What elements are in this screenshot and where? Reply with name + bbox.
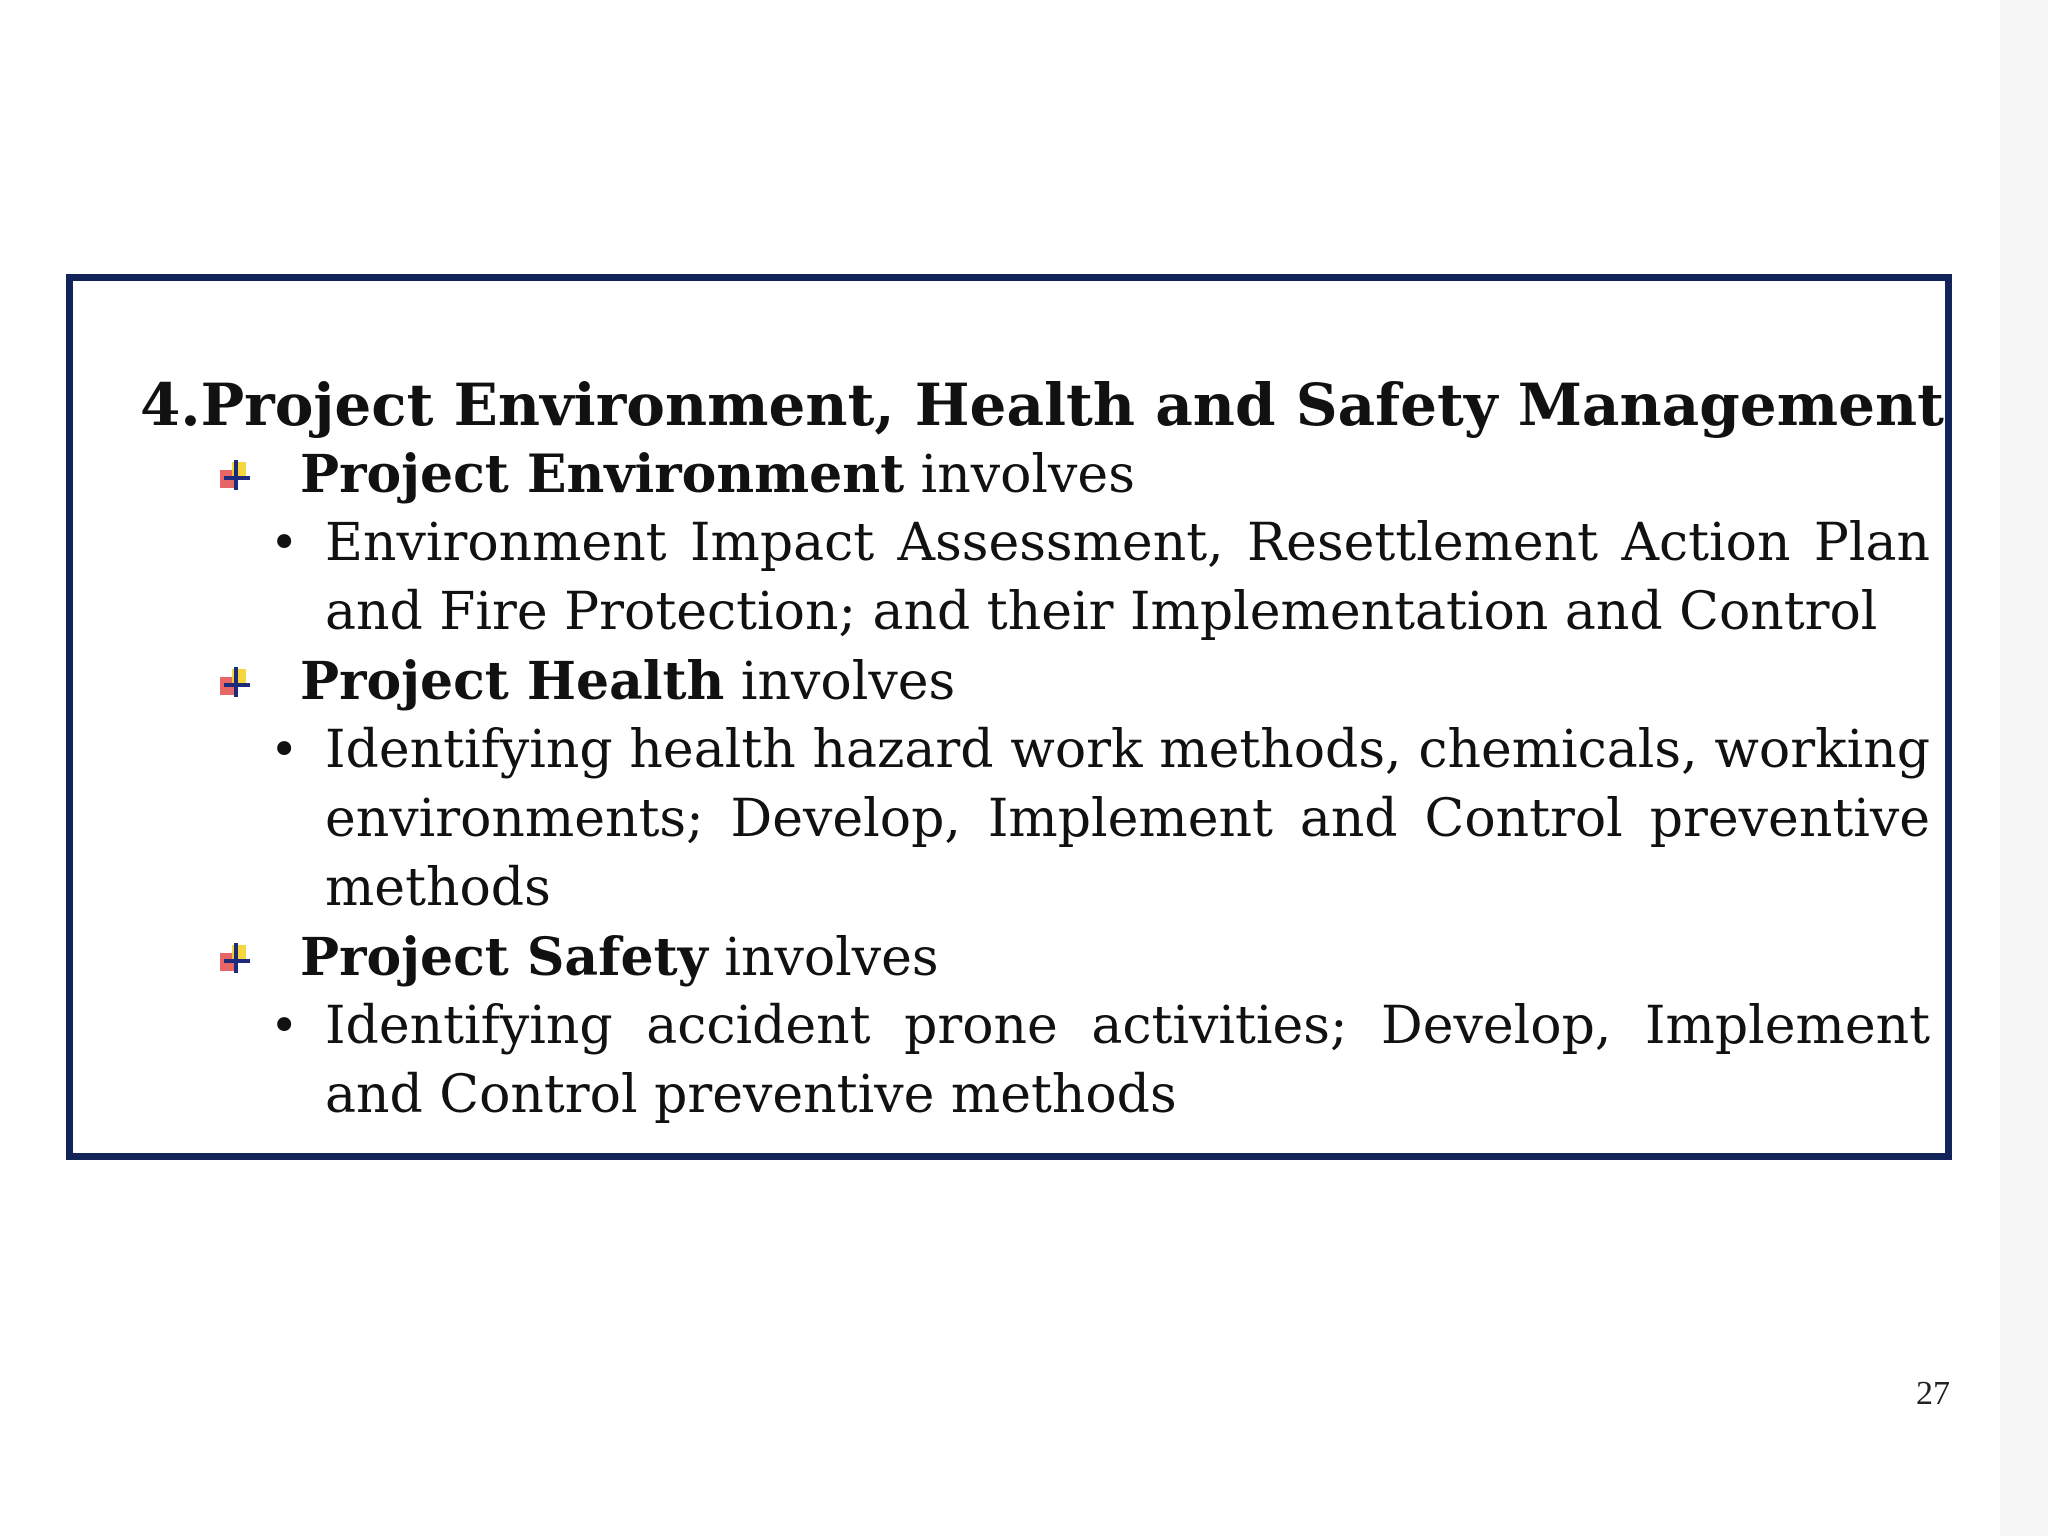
sub-item-health-detail — [270, 716, 1930, 923]
sub-item-text: Environment Impact Assessment, Resettlement Action Plan and Fire Protection; and their Implementation and Control — [325, 513, 1930, 642]
page-number: 27 — [1916, 1375, 1950, 1412]
slide-content — [140, 370, 1944, 1130]
item-project-health — [300, 647, 1930, 716]
item-title: Project Environment — [300, 444, 905, 505]
sub-item-text: Identifying accident prone activities; Develop, Implement and Control preventive methods — [325, 996, 1930, 1125]
item-suffix: involves — [904, 445, 1135, 505]
sub-item-environment-detail — [270, 509, 1930, 647]
item-project-safety — [300, 923, 1930, 992]
sub-bullet: • — [270, 515, 299, 571]
item-suffix: involves — [707, 928, 939, 988]
page-edge-shadow — [2000, 0, 2048, 1536]
plus-square-bullet-icon — [218, 941, 254, 977]
plus-square-bullet-icon — [218, 665, 254, 701]
item-suffix: involves — [724, 652, 956, 712]
sub-bullet: • — [270, 722, 299, 778]
slide-heading — [140, 370, 1944, 440]
item-project-environment — [300, 440, 1930, 509]
item-title: Project Health — [300, 651, 725, 712]
sub-bullet: • — [270, 998, 299, 1054]
heading-number: 4. — [140, 371, 201, 439]
plus-square-bullet-icon — [218, 458, 254, 494]
heading-text: Project Environment, Health and Safety Management — [200, 371, 1944, 439]
sub-item-safety-detail — [270, 992, 1930, 1130]
sub-item-text: Identifying health hazard work methods, chemicals, working environments; Develop, Implement and Control preventive methods — [325, 720, 1930, 918]
item-title: Project Safety — [300, 927, 708, 988]
